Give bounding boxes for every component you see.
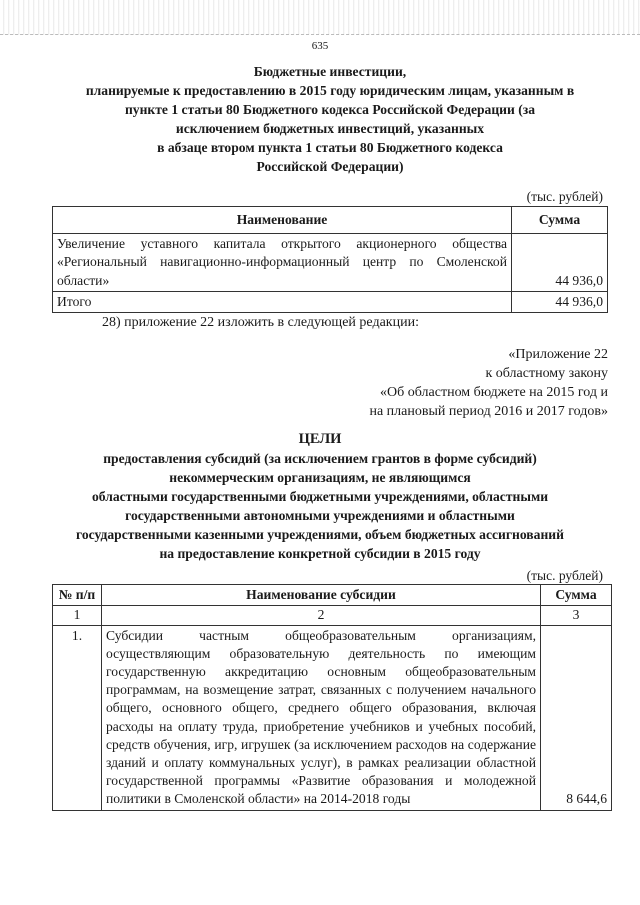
row-sum: 44 936,0 (512, 234, 608, 292)
unit-label: (тыс. рублей) (526, 189, 603, 204)
title-line: в абзаце втором пункта 1 статьи 80 Бюджетного кодекса (157, 140, 503, 155)
title-line: некоммерческим организациям, не являющимся (169, 470, 471, 485)
col-number: 3 (541, 606, 612, 625)
unit-label: (тыс. рублей) (526, 568, 603, 583)
title-line: Российской Федерации) (256, 159, 404, 174)
header-name: Наименование субсидии (102, 585, 541, 606)
appendix-line: «Об областном бюджете на 2015 год и (380, 385, 608, 400)
col-number: 1 (53, 606, 102, 625)
row-number: 1. (53, 625, 102, 810)
title-line: Бюджетные инвестиции, (253, 64, 407, 79)
investments-title (40, 62, 620, 176)
appendix-line: к областному закону (485, 366, 608, 381)
appendix-reference (369, 345, 608, 421)
row-sum: 8 644,6 (541, 625, 612, 810)
subsidies-table (52, 584, 612, 811)
title-line: исключением бюджетных инвестиций, указанных (175, 121, 485, 136)
table-header-row (53, 585, 612, 606)
title-line: на предоставление конкретной субсидии в 2015 году (159, 546, 481, 561)
title-line: ЦЕЛИ (298, 431, 342, 447)
total-label: Итого (53, 291, 512, 312)
table-row-total (53, 291, 608, 312)
table-row (53, 234, 608, 292)
header-no: № п/п (53, 585, 102, 606)
title-line: государственными казенными учреждениями, объем бюджетных ассигнований (76, 527, 564, 542)
title-line: областными государственными бюджетными учреждениями, областными (91, 489, 549, 504)
table-header-row (53, 207, 608, 234)
row-name: Субсидии частным общеобразовательным организациям, осуществляющим образовательную деятельность по имеющим государственную аккредитацию основным общеобразовательным программам, на возмещение затрат, связанных с получением начального общего, основного общего, среднего общего образования, включая расходы на оплату труда, приобретение учебников и учебных пособий, средств обучения, игр, игрушек (за исключением расходов на содержание зданий и оплату коммунальных услуг), в рамках реализации областной государственной программы «Развитие образования и молодежной политики в Смоленской области» на 2014-2018 годы (102, 625, 541, 810)
header-name: Наименование (53, 207, 512, 234)
table-row (53, 625, 612, 810)
title-line: пункте 1 статьи 80 Бюджетного кодекса Российской Федерации (за (124, 102, 536, 117)
header-sum: Сумма (512, 207, 608, 234)
appendix-line: на плановый период 2016 и 2017 годов» (369, 404, 608, 419)
goals-title (30, 430, 610, 563)
title-line: государственными автономными учреждениями и областными (125, 508, 515, 523)
amendment-text: 28) приложение 22 изложить в следующей редакции: (102, 315, 419, 330)
header-sum: Сумма (541, 585, 612, 606)
total-sum: 44 936,0 (512, 291, 608, 312)
appendix-line: «Приложение 22 (508, 347, 608, 362)
column-number-row (53, 606, 612, 625)
scan-artifact-header (0, 0, 640, 35)
title-line: предоставления субсидий (за исключением грантов в форме субсидий) (103, 451, 537, 466)
investments-table (52, 206, 608, 313)
page-number: 635 (311, 40, 329, 52)
title-line: планируемые к предоставлению в 2015 году юридическим лицам, указанным в (85, 83, 575, 98)
col-number: 2 (102, 606, 541, 625)
row-name: Увеличение уставного капитала открытого акционерного общества «Региональный навигационно-информационный центр по Смоленской области» (53, 234, 512, 292)
